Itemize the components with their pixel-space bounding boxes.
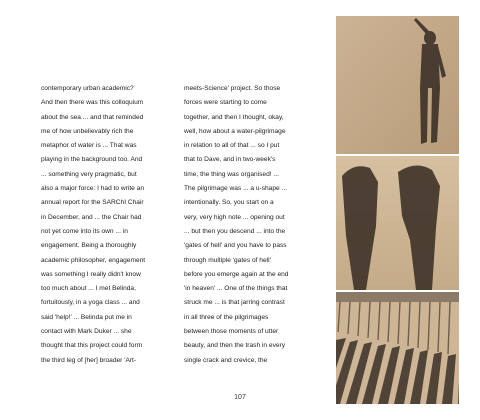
text-line: time, the thing was organised! ... [184, 170, 279, 178]
text-line: well, how about a water-pilgrimage [184, 127, 286, 135]
text-line: together, and then I thought, okay, [184, 113, 284, 121]
text-line: too much about ... I met Belinda, [41, 285, 136, 293]
text-line: the third leg of [her] broader 'Art- [41, 356, 137, 364]
text-line: that to Dave, and in two-week's [184, 156, 276, 164]
text-line: said 'help!' ... Belinda put me in [41, 313, 132, 321]
text-line: about the sea ... and that reminded [41, 113, 144, 121]
text-line: in all three of the pilgrimages [184, 313, 269, 321]
text-line: playing in the background too. And [41, 156, 143, 164]
text-line: ... but then you descend ... into the [184, 227, 286, 235]
text-column-left [41, 82, 171, 368]
text-line: 'gates of hell' and you have to pass [184, 242, 287, 250]
text-line: fortuitously, in a yoga class ... and [41, 299, 140, 307]
text-line: ... something very pragmatic, but [41, 170, 137, 178]
text-line: between those moments of utter [184, 328, 279, 336]
text-line: not yet come into its own ... in [41, 227, 128, 235]
text-line: meets-Science' project. So those [184, 85, 281, 92]
text-line: in relation to all of that ... so I put [184, 142, 280, 150]
text-line: And then there was this colloquium [41, 99, 144, 107]
text-line: annual report for the SARChI Chair [41, 199, 144, 207]
text-line: before you emerge again at the end [184, 270, 289, 278]
text-line: 'in heaven' ... One of the things that [184, 285, 288, 293]
text-line: in December, and ... the Chair had [41, 213, 142, 221]
text-line: contemporary urban academic? [41, 85, 134, 92]
text-line: intentionally. So, you start on a [184, 199, 274, 207]
shadow-figure-photo [336, 16, 459, 154]
text-line: engagement. Being a thoroughly [41, 242, 137, 250]
text-line: metaphor of water is ... That was [41, 142, 137, 150]
text-line: struck me ... is that jarring contrast [184, 299, 285, 307]
text-line: very, very high note ... opening out [184, 213, 285, 221]
text-line: beauty, and then the trash in every [184, 342, 286, 350]
railing-shadows-photo [336, 292, 459, 404]
text-line: academic philosopher, engagement [41, 256, 146, 264]
text-column-right [184, 82, 319, 368]
text-line: was something I really didn't know [41, 270, 141, 278]
shadows-on-sand-photo [336, 156, 459, 290]
text-line: me of how unbelievably rich the [41, 127, 134, 135]
text-line: single crack and crevice, the [184, 356, 268, 364]
text-line: thought that this project could form [41, 342, 143, 350]
text-line: through multiple 'gates of hell' [184, 256, 271, 264]
text-line: also a major force: I had to write an [41, 185, 144, 193]
text-line: forces were starting to come [184, 99, 267, 107]
text-line: contact with Mark Duker ... she [41, 328, 132, 336]
text-line: The pilgrimage was ... a u-shape ... [184, 185, 287, 193]
photo-strip [336, 16, 459, 404]
page-number: 107 [234, 394, 246, 401]
